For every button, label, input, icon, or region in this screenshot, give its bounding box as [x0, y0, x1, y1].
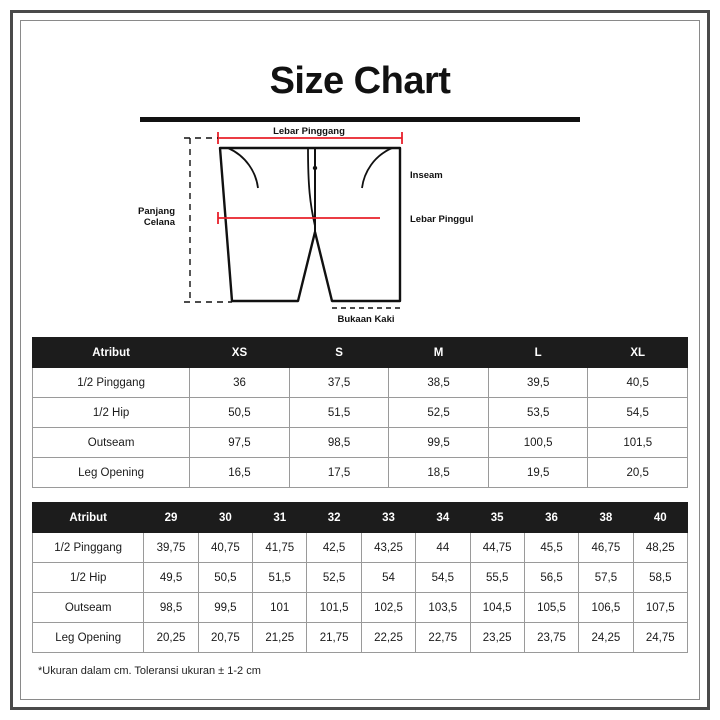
- cell: 19,5: [488, 458, 588, 488]
- title-divider: [140, 117, 580, 122]
- table-row: [33, 593, 688, 623]
- cell: 17,5: [289, 458, 389, 488]
- cell: 100,5: [488, 428, 588, 458]
- cell: 40,5: [588, 368, 688, 398]
- button-dot: [313, 166, 317, 170]
- column-header-s: S: [289, 338, 389, 368]
- cell: 21,25: [253, 623, 307, 653]
- cell: 21,75: [307, 623, 361, 653]
- size-table-alpha: [32, 337, 688, 488]
- label-pants-length-2: Celana: [143, 217, 175, 228]
- column-header-34: 34: [416, 503, 470, 533]
- label-hip-width: Lebar Pinggul: [410, 214, 474, 225]
- cell: 54: [361, 563, 415, 593]
- column-header-xl: XL: [588, 338, 688, 368]
- cell: 20,5: [588, 458, 688, 488]
- column-header-30: 30: [198, 503, 252, 533]
- measurement-note: *Ukuran dalam cm. Toleransi ukuran ± 1-2 cm: [38, 665, 261, 677]
- shorts-diagram-svg: [100, 126, 620, 326]
- cell: 101,5: [307, 593, 361, 623]
- cell: 102,5: [361, 593, 415, 623]
- column-header-36: 36: [524, 503, 578, 533]
- cell: 36: [190, 368, 290, 398]
- cell: 44,75: [470, 533, 524, 563]
- column-header-31: 31: [253, 503, 307, 533]
- table-row: [33, 563, 688, 593]
- cell: 106,5: [579, 593, 633, 623]
- column-header-attribute: Atribut: [33, 503, 144, 533]
- table-header-row: [33, 338, 688, 368]
- cell: 42,5: [307, 533, 361, 563]
- cell: 107,5: [633, 593, 687, 623]
- cell: 37,5: [289, 368, 389, 398]
- cell: 18,5: [389, 458, 489, 488]
- cell: 39,5: [488, 368, 588, 398]
- left-pocket: [228, 148, 258, 188]
- cell: 44: [416, 533, 470, 563]
- table-row: [33, 398, 688, 428]
- cell: 56,5: [524, 563, 578, 593]
- cell: 40,75: [198, 533, 252, 563]
- column-header-38: 38: [579, 503, 633, 533]
- measure-lines: [218, 132, 402, 296]
- label-inseam: Inseam: [410, 170, 443, 181]
- table-header-row: [33, 503, 688, 533]
- cell: 23,25: [470, 623, 524, 653]
- cell: 22,25: [361, 623, 415, 653]
- row-label: 1/2 Hip: [33, 398, 190, 428]
- right-pocket: [362, 148, 392, 188]
- cell: 43,25: [361, 533, 415, 563]
- page-content: [32, 32, 688, 688]
- fly-seam: [308, 148, 315, 226]
- table-row: [33, 533, 688, 563]
- shorts-outline: [220, 148, 400, 301]
- cell: 52,5: [307, 563, 361, 593]
- cell: 54,5: [588, 398, 688, 428]
- table-row: [33, 368, 688, 398]
- cell: 24,75: [633, 623, 687, 653]
- column-header-29: 29: [144, 503, 198, 533]
- table-row: [33, 458, 688, 488]
- cell: 38,5: [389, 368, 489, 398]
- cell: 58,5: [633, 563, 687, 593]
- cell: 22,75: [416, 623, 470, 653]
- cell: 23,75: [524, 623, 578, 653]
- row-label: Leg Opening: [33, 458, 190, 488]
- cell: 51,5: [289, 398, 389, 428]
- column-header-32: 32: [307, 503, 361, 533]
- cell: 24,25: [579, 623, 633, 653]
- cell: 41,75: [253, 533, 307, 563]
- shorts-measurement-diagram: [32, 126, 688, 331]
- cell: 45,5: [524, 533, 578, 563]
- column-header-xs: XS: [190, 338, 290, 368]
- cell: 99,5: [198, 593, 252, 623]
- cell: 57,5: [579, 563, 633, 593]
- cell: 105,5: [524, 593, 578, 623]
- cell: 104,5: [470, 593, 524, 623]
- cell: 20,75: [198, 623, 252, 653]
- column-header-33: 33: [361, 503, 415, 533]
- size-table-numeric: [32, 502, 688, 653]
- cell: 103,5: [416, 593, 470, 623]
- column-header-35: 35: [470, 503, 524, 533]
- column-header-m: M: [389, 338, 489, 368]
- cell: 55,5: [470, 563, 524, 593]
- cell: 54,5: [416, 563, 470, 593]
- row-label: 1/2 Pinggang: [33, 533, 144, 563]
- cell: 48,25: [633, 533, 687, 563]
- page-title: Size Chart: [269, 60, 451, 102]
- label-leg-opening: Bukaan Kaki: [337, 314, 395, 325]
- cell: 101: [253, 593, 307, 623]
- cell: 49,5: [144, 563, 198, 593]
- table-row: [33, 623, 688, 653]
- row-label: 1/2 Pinggang: [33, 368, 190, 398]
- column-header-attribute: Atribut: [33, 338, 190, 368]
- label-waist-width: Lebar Pinggang: [273, 126, 345, 137]
- column-header-40: 40: [633, 503, 687, 533]
- label-pants-length-1: Panjang: [138, 206, 175, 217]
- cell: 97,5: [190, 428, 290, 458]
- cell: 51,5: [253, 563, 307, 593]
- column-header-l: L: [488, 338, 588, 368]
- cell: 98,5: [289, 428, 389, 458]
- row-label: Leg Opening: [33, 623, 144, 653]
- table-row: [33, 428, 688, 458]
- cell: 98,5: [144, 593, 198, 623]
- cell: 20,25: [144, 623, 198, 653]
- cell: 53,5: [488, 398, 588, 428]
- cell: 52,5: [389, 398, 489, 428]
- cell: 46,75: [579, 533, 633, 563]
- cell: 39,75: [144, 533, 198, 563]
- cell: 99,5: [389, 428, 489, 458]
- cell: 101,5: [588, 428, 688, 458]
- row-label: 1/2 Hip: [33, 563, 144, 593]
- cell: 16,5: [190, 458, 290, 488]
- cell: 50,5: [190, 398, 290, 428]
- cell: 50,5: [198, 563, 252, 593]
- row-label: Outseam: [33, 428, 190, 458]
- row-label: Outseam: [33, 593, 144, 623]
